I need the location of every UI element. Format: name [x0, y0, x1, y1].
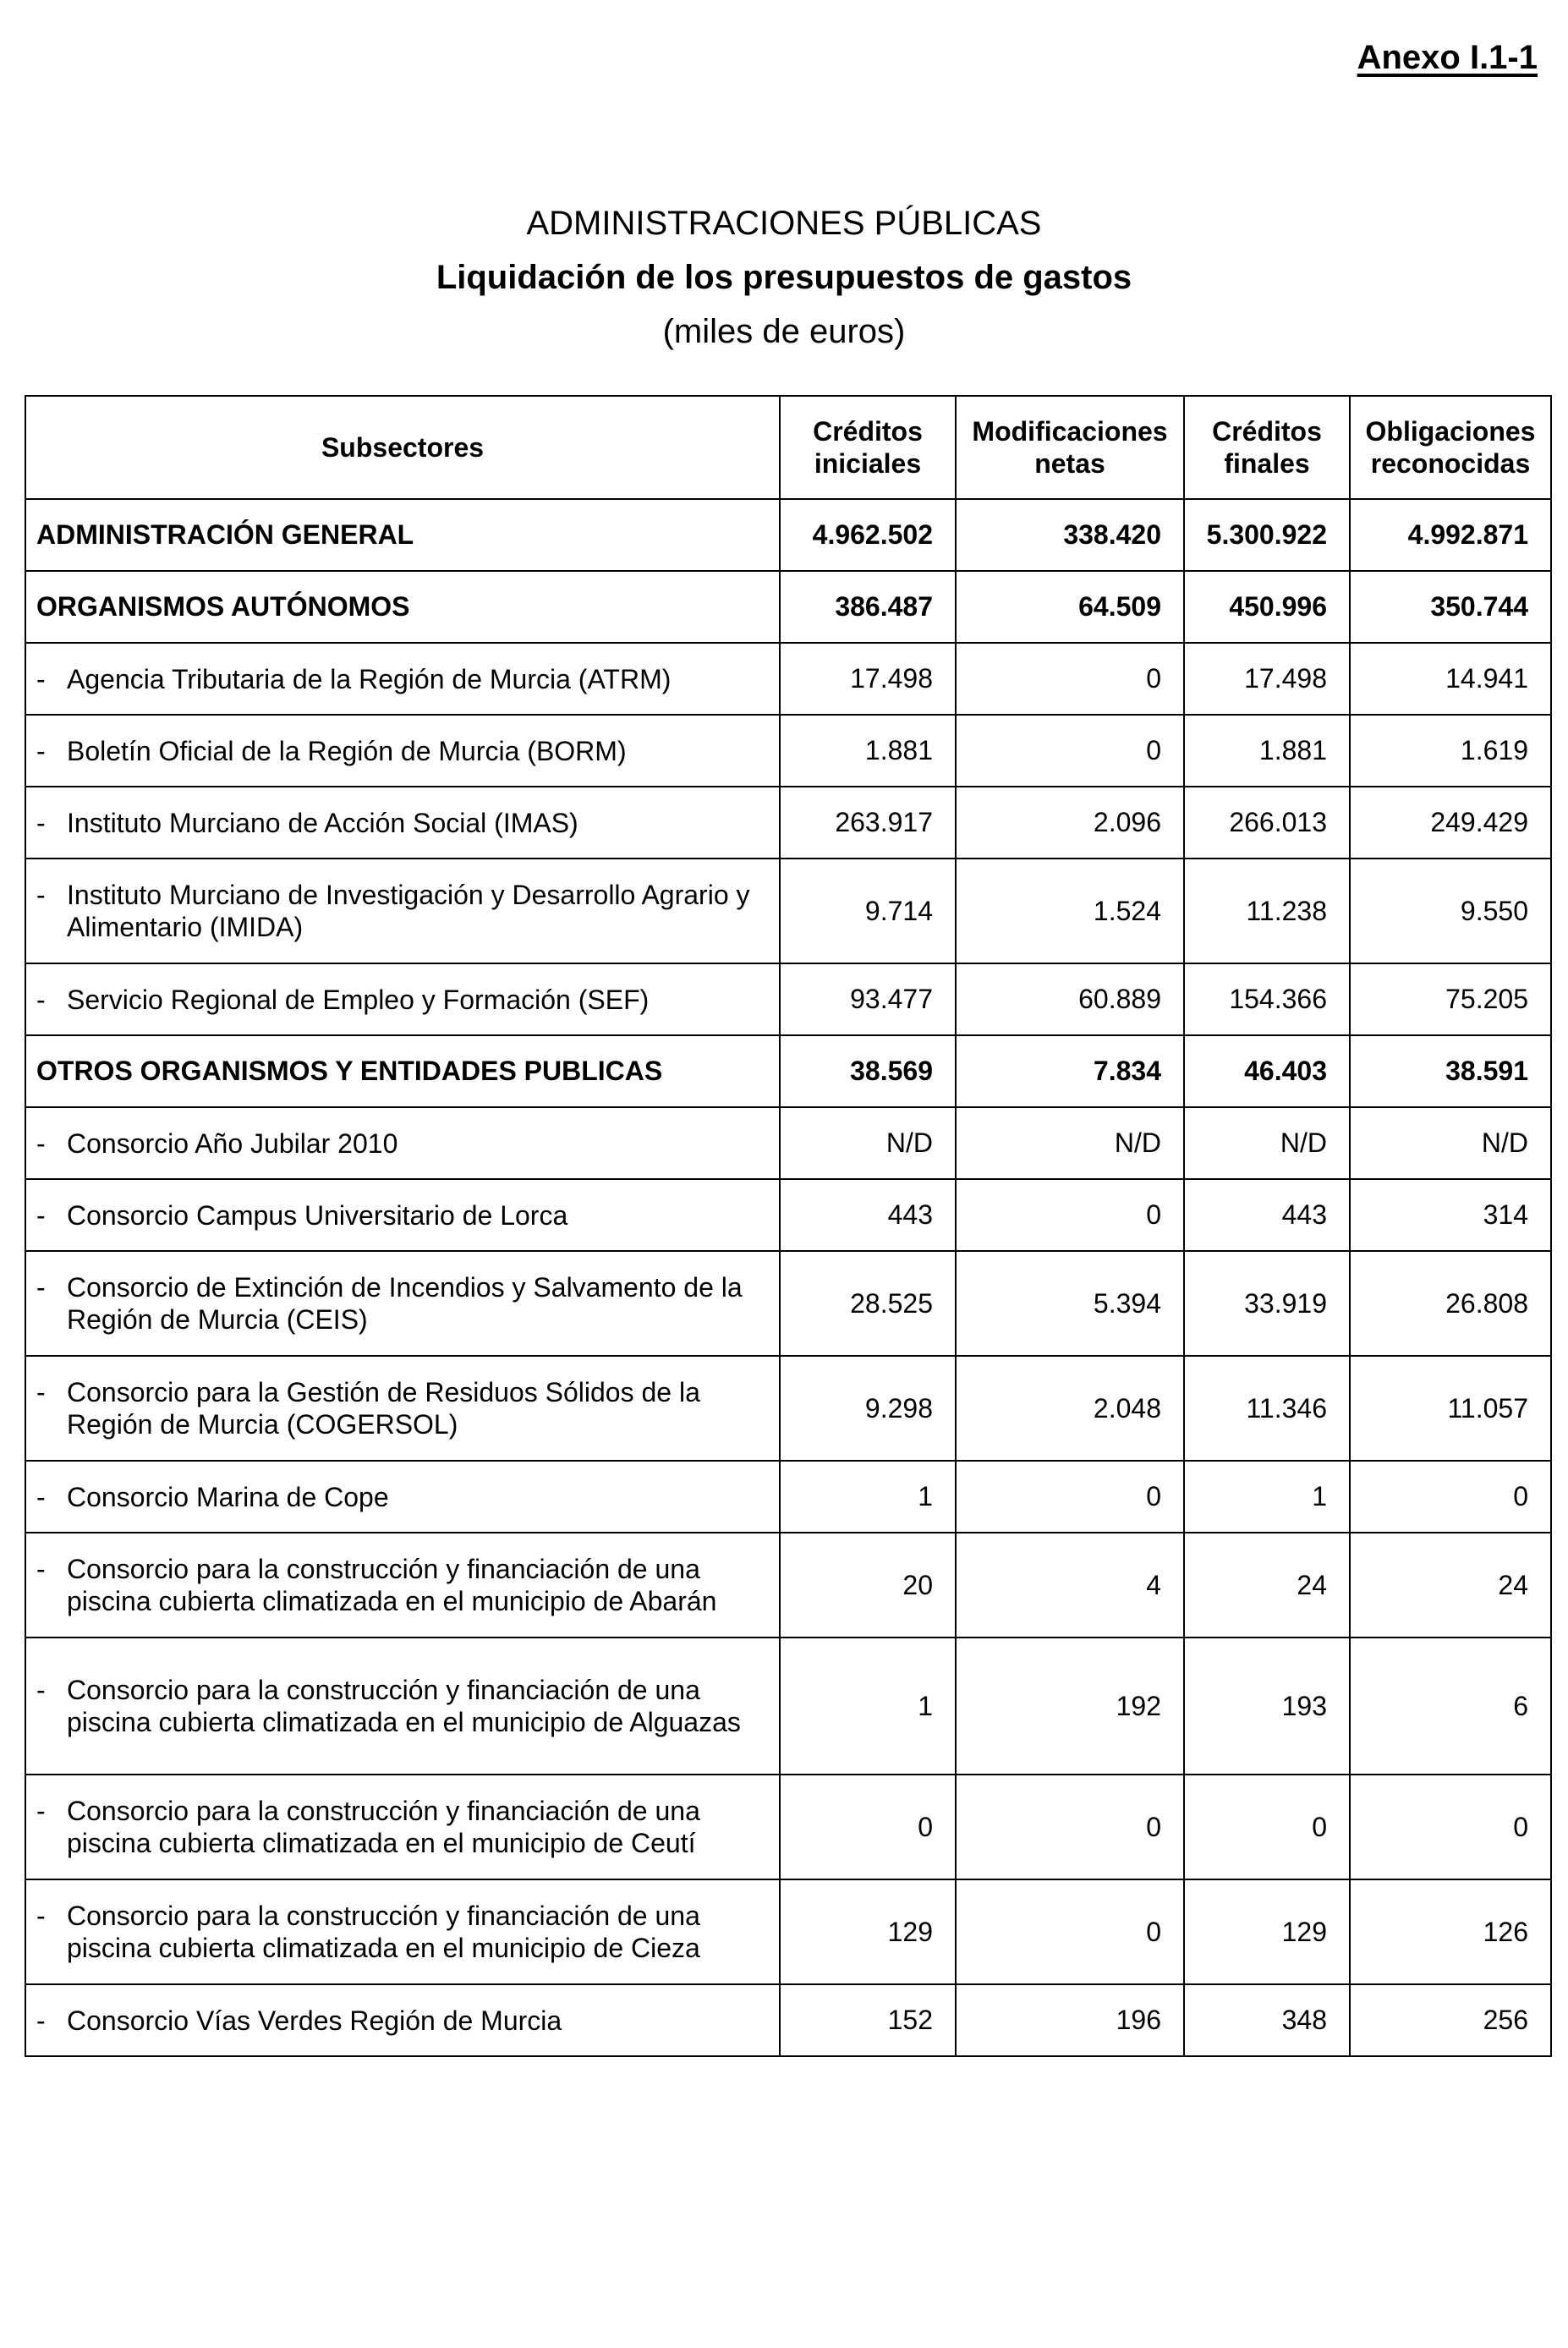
subsector-cell	[25, 1533, 780, 1638]
obligaciones-reconocidas-cell: 256	[1350, 1984, 1551, 2056]
subsector-cell	[25, 1461, 780, 1533]
entity-name-wrap	[36, 807, 769, 839]
obligaciones-reconocidas-cell: 249.429	[1350, 787, 1551, 859]
creditos-finales-cell: 1.881	[1184, 715, 1350, 787]
subsector-cell	[25, 571, 780, 643]
modificaciones-netas-cell: 2.096	[956, 787, 1184, 859]
title-line-1: ADMINISTRACIONES PÚBLICAS	[526, 205, 1042, 242]
list-dash: -	[36, 1796, 46, 1826]
obligaciones-reconocidas-cell: 314	[1350, 1179, 1551, 1251]
list-dash: -	[36, 663, 46, 694]
creditos-finales-cell: 24	[1184, 1533, 1350, 1638]
header-creditos-finales-line-1: Créditos	[1212, 416, 1322, 447]
entity-name-wrap	[36, 1481, 769, 1513]
budget-table	[25, 395, 1552, 2057]
table-row	[25, 1775, 1551, 1879]
creditos-finales-cell: 11.238	[1184, 859, 1350, 963]
modificaciones-netas-cell: 5.394	[956, 1251, 1184, 1356]
obligaciones-reconocidas-cell: 0	[1350, 1775, 1551, 1879]
table-row	[25, 1251, 1551, 1356]
entity-name: Instituto Murciano de Acción Social (IMAS)	[67, 807, 578, 838]
subsector-cell	[25, 787, 780, 859]
list-dash: -	[36, 2005, 46, 2036]
entity-name: Consorcio para la construcción y financiación de una piscina cubierta climatizada en el municipio de Abarán	[67, 1554, 717, 1616]
modificaciones-netas-cell: 0	[956, 1179, 1184, 1251]
list-dash: -	[36, 1272, 46, 1303]
entity-name: Consorcio Vías Verdes Región de Murcia	[67, 2005, 562, 2036]
table-row	[25, 859, 1551, 963]
modificaciones-netas-cell: 0	[956, 715, 1184, 787]
creditos-finales-cell: 0	[1184, 1775, 1350, 1879]
header-modificaciones-netas-line-2: netas	[1034, 448, 1105, 479]
header-creditos-finales-line-2: finales	[1224, 448, 1310, 479]
entity-name: Consorcio para la construcción y financiación de una piscina cubierta climatizada en el municipio de Ceutí	[67, 1796, 700, 1858]
creditos-iniciales-cell: 9.298	[780, 1356, 956, 1461]
entity-name-wrap	[36, 663, 769, 695]
entity-name-wrap	[36, 1271, 769, 1336]
header-modificaciones-netas-line-1: Modificaciones	[972, 416, 1168, 447]
obligaciones-reconocidas-cell: 11.057	[1350, 1356, 1551, 1461]
table-row	[25, 963, 1551, 1035]
entity-name-wrap	[36, 735, 769, 767]
sector-name: ADMINISTRACIÓN GENERAL	[36, 519, 414, 550]
entity-name-wrap	[36, 1376, 769, 1440]
subsector-cell	[25, 1879, 780, 1984]
obligaciones-reconocidas-cell: 14.941	[1350, 643, 1551, 715]
creditos-iniciales-cell: 4.962.502	[780, 499, 956, 571]
modificaciones-netas-cell: N/D	[956, 1107, 1184, 1179]
obligaciones-reconocidas-cell: 75.205	[1350, 963, 1551, 1035]
creditos-iniciales-cell: 1	[780, 1461, 956, 1533]
modificaciones-netas-cell: 4	[956, 1533, 1184, 1638]
modificaciones-netas-cell: 196	[956, 1984, 1184, 2056]
modificaciones-netas-cell: 338.420	[956, 499, 1184, 571]
creditos-iniciales-cell: 9.714	[780, 859, 956, 963]
obligaciones-reconocidas-cell: 4.992.871	[1350, 499, 1551, 571]
header-subsectores: Subsectores	[25, 396, 780, 499]
table-row	[25, 1984, 1551, 2056]
subsector-cell	[25, 859, 780, 963]
entity-name: Consorcio para la construcción y financiación de una piscina cubierta climatizada en el municipio de Cieza	[67, 1901, 700, 1963]
sector-row	[25, 571, 1551, 643]
entity-name: Servicio Regional de Empleo y Formación (SEF)	[67, 984, 650, 1015]
table-row	[25, 1461, 1551, 1533]
subsector-cell	[25, 715, 780, 787]
list-dash: -	[36, 984, 46, 1015]
list-dash: -	[36, 1127, 46, 1159]
creditos-iniciales-cell: 17.498	[780, 643, 956, 715]
creditos-iniciales-cell: 129	[780, 1879, 956, 1984]
obligaciones-reconocidas-cell: 38.591	[1350, 1035, 1551, 1107]
header-creditos-iniciales	[780, 396, 956, 499]
modificaciones-netas-cell: 192	[956, 1638, 1184, 1775]
obligaciones-reconocidas-cell: 24	[1350, 1533, 1551, 1638]
entity-name-wrap	[36, 879, 769, 943]
creditos-finales-cell: 5.300.922	[1184, 499, 1350, 571]
obligaciones-reconocidas-cell: 6	[1350, 1638, 1551, 1775]
creditos-finales-cell: 348	[1184, 1984, 1350, 2056]
entity-name-wrap	[36, 1553, 769, 1617]
creditos-iniciales-cell: 38.569	[780, 1035, 956, 1107]
creditos-finales-cell: 11.346	[1184, 1356, 1350, 1461]
entity-name-wrap	[36, 1127, 769, 1160]
modificaciones-netas-cell: 0	[956, 1461, 1184, 1533]
modificaciones-netas-cell: 0	[956, 643, 1184, 715]
subsector-cell	[25, 1356, 780, 1461]
creditos-finales-cell: 129	[1184, 1879, 1350, 1984]
creditos-finales-cell: 33.919	[1184, 1251, 1350, 1356]
header-creditos-iniciales-line-1: Créditos	[813, 416, 923, 447]
header-creditos-finales	[1184, 396, 1350, 499]
table-row	[25, 1533, 1551, 1638]
table-row	[25, 643, 1551, 715]
entity-name-wrap	[36, 2005, 769, 2037]
creditos-finales-cell: 154.366	[1184, 963, 1350, 1035]
creditos-iniciales-cell: 1	[780, 1638, 956, 1775]
creditos-iniciales-cell: 443	[780, 1179, 956, 1251]
obligaciones-reconocidas-cell: 350.744	[1350, 571, 1551, 643]
title-line-3: (miles de euros)	[662, 313, 906, 350]
subsector-cell	[25, 963, 780, 1035]
creditos-finales-cell: 266.013	[1184, 787, 1350, 859]
creditos-iniciales-cell: 20	[780, 1533, 956, 1638]
subsector-cell	[25, 1035, 780, 1107]
header-creditos-iniciales-line-2: iniciales	[814, 448, 922, 479]
subsector-cell	[25, 1638, 780, 1775]
modificaciones-netas-cell: 1.524	[956, 859, 1184, 963]
obligaciones-reconocidas-cell: 126	[1350, 1879, 1551, 1984]
entity-name: Instituto Murciano de Investigación y Desarrollo Agrario y Alimentario (IMIDA)	[67, 880, 750, 942]
modificaciones-netas-cell: 0	[956, 1879, 1184, 1984]
creditos-finales-cell: 1	[1184, 1461, 1350, 1533]
header-modificaciones-netas	[956, 396, 1184, 499]
creditos-iniciales-cell: 386.487	[780, 571, 956, 643]
entity-name: Consorcio para la construcción y financiación de una piscina cubierta climatizada en el municipio de Alguazas	[67, 1675, 741, 1737]
header-obligaciones-reconocidas-line-1: Obligaciones	[1365, 416, 1536, 447]
entity-name: Boletín Oficial de la Región de Murcia (BORM)	[67, 735, 627, 766]
creditos-iniciales-cell: 28.525	[780, 1251, 956, 1356]
table-row	[25, 1879, 1551, 1984]
list-dash: -	[36, 1675, 46, 1705]
document-titles	[0, 196, 1568, 359]
table-row	[25, 1638, 1551, 1775]
sector-name: OTROS ORGANISMOS Y ENTIDADES PUBLICAS	[36, 1056, 663, 1086]
entity-name-wrap	[36, 1199, 769, 1232]
entity-name-wrap	[36, 1795, 769, 1859]
list-dash: -	[36, 1199, 46, 1231]
creditos-finales-cell: N/D	[1184, 1107, 1350, 1179]
subsector-cell	[25, 499, 780, 571]
creditos-finales-cell: 46.403	[1184, 1035, 1350, 1107]
entity-name-wrap	[36, 1674, 769, 1738]
subsector-cell	[25, 1251, 780, 1356]
obligaciones-reconocidas-cell: 9.550	[1350, 859, 1551, 963]
subsector-cell	[25, 1107, 780, 1179]
table-body	[25, 499, 1551, 2056]
obligaciones-reconocidas-cell: N/D	[1350, 1107, 1551, 1179]
creditos-finales-cell: 450.996	[1184, 571, 1350, 643]
creditos-finales-cell: 193	[1184, 1638, 1350, 1775]
header-obligaciones-reconocidas-line-2: reconocidas	[1370, 448, 1531, 479]
modificaciones-netas-cell: 2.048	[956, 1356, 1184, 1461]
entity-name: Consorcio Marina de Cope	[67, 1481, 389, 1512]
entity-name: Consorcio Campus Universitario de Lorca	[67, 1199, 568, 1231]
entity-name-wrap	[36, 984, 769, 1016]
obligaciones-reconocidas-cell: 1.619	[1350, 715, 1551, 787]
creditos-iniciales-cell: 93.477	[780, 963, 956, 1035]
creditos-iniciales-cell: N/D	[780, 1107, 956, 1179]
subsector-cell	[25, 643, 780, 715]
subsector-cell	[25, 1179, 780, 1251]
list-dash: -	[36, 1554, 46, 1584]
list-dash: -	[36, 1481, 46, 1512]
table-row	[25, 1356, 1551, 1461]
table-row	[25, 787, 1551, 859]
creditos-iniciales-cell: 1.881	[780, 715, 956, 787]
table-header-row	[25, 396, 1551, 499]
sector-name: ORGANISMOS AUTÓNOMOS	[36, 591, 410, 622]
obligaciones-reconocidas-cell: 0	[1350, 1461, 1551, 1533]
header-obligaciones-reconocidas	[1350, 396, 1551, 499]
obligaciones-reconocidas-cell: 26.808	[1350, 1251, 1551, 1356]
sector-row	[25, 499, 1551, 571]
creditos-finales-cell: 443	[1184, 1179, 1350, 1251]
table-row	[25, 1179, 1551, 1251]
subsector-cell	[25, 1984, 780, 2056]
modificaciones-netas-cell: 0	[956, 1775, 1184, 1879]
annex-label: Anexo I.1-1	[1357, 39, 1538, 76]
table-row	[25, 715, 1551, 787]
list-dash: -	[36, 807, 46, 838]
creditos-iniciales-cell: 152	[780, 1984, 956, 2056]
entity-name: Agencia Tributaria de la Región de Murcia (ATRM)	[67, 663, 672, 694]
list-dash: -	[36, 735, 46, 766]
table-row	[25, 1107, 1551, 1179]
entity-name: Consorcio para la Gestión de Residuos Sólidos de la Región de Murcia (COGERSOL)	[67, 1377, 700, 1440]
modificaciones-netas-cell: 7.834	[956, 1035, 1184, 1107]
modificaciones-netas-cell: 64.509	[956, 571, 1184, 643]
list-dash: -	[36, 1377, 46, 1407]
sector-row	[25, 1035, 1551, 1107]
list-dash: -	[36, 1901, 46, 1931]
creditos-iniciales-cell: 263.917	[780, 787, 956, 859]
list-dash: -	[36, 880, 46, 910]
entity-name: Consorcio Año Jubilar 2010	[67, 1127, 398, 1159]
modificaciones-netas-cell: 60.889	[956, 963, 1184, 1035]
creditos-iniciales-cell: 0	[780, 1775, 956, 1879]
creditos-finales-cell: 17.498	[1184, 643, 1350, 715]
title-line-2: Liquidación de los presupuestos de gastos	[436, 259, 1132, 296]
entity-name: Consorcio de Extinción de Incendios y Salvamento de la Región de Murcia (CEIS)	[67, 1272, 743, 1335]
subsector-cell	[25, 1775, 780, 1879]
entity-name-wrap	[36, 1900, 769, 1964]
